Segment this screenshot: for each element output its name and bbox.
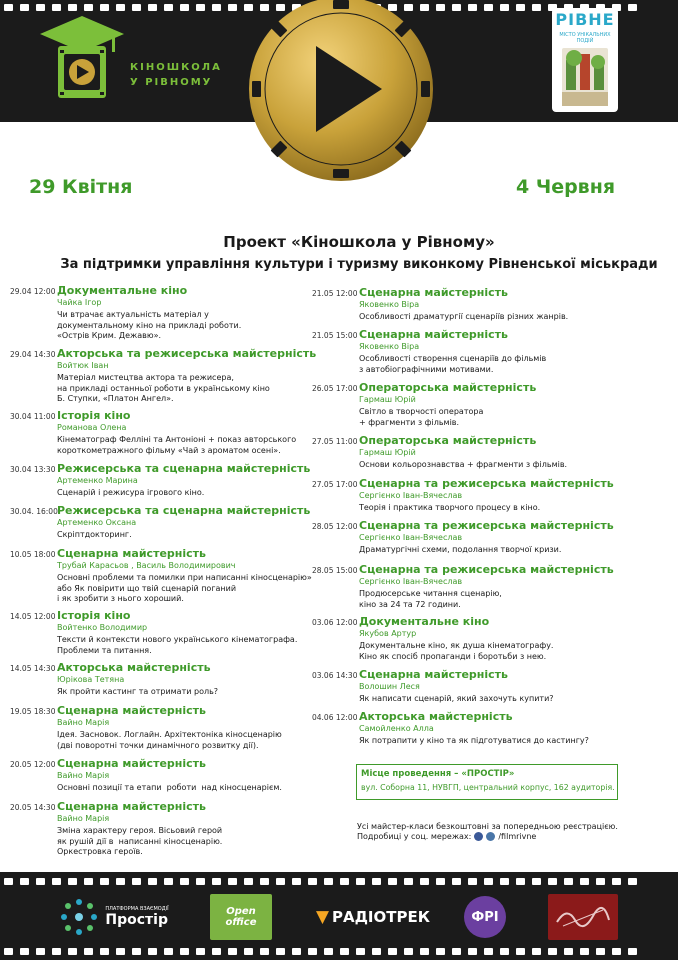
event-speaker: Артеменко Оксана (57, 518, 137, 527)
event-description: Чи втрачає актуальність матеріал у документальному кіно на прикладі роботи. «Острів Крим. Дежавю». (57, 310, 242, 340)
event-datetime: 14.05 12:00 (10, 612, 56, 621)
rivne-city-logo (552, 8, 618, 112)
city-emblem-icon (552, 8, 618, 112)
event-datetime: 29.04 14:30 (10, 350, 56, 359)
event-title: Акторська майстерність (359, 710, 513, 723)
event-description: Матеріал мистецтва актора та режисера, на прикладі останньої роботи в українському кіно Б. Ступки, «Платон Ангел». (57, 373, 270, 403)
event-speaker: Романова Олена (57, 423, 127, 432)
event-title: Історія кіно (57, 409, 131, 422)
fri-name: ФРІ (464, 896, 506, 938)
film-perforation-bottom-a (0, 878, 678, 888)
event-description: Основні проблеми та помилки при написанні кіносценарію» або Як повірити що твій сценарій поганий і як зробити з нього хороший. (57, 573, 312, 603)
event-datetime: 14.05 14:30 (10, 664, 56, 673)
partner-red-logo (548, 894, 618, 940)
social-prefix: Подробиці у соц. мережах: (357, 832, 472, 841)
event-description: Як написати сценарій, який захочуть купити? (359, 694, 554, 703)
event-datetime: 27.05 17:00 (312, 480, 358, 489)
event-speaker: Сергієнко Іван-Вячеслав (359, 491, 463, 500)
event-title: Акторська майстерність (57, 661, 211, 674)
event-datetime: 30.04 13:30 (10, 465, 56, 474)
event-title: Акторська та режисерська майстерність (57, 347, 317, 360)
event-description: Світло в творчості оператора + фрагменти з фільмів. (359, 407, 484, 427)
event-speaker: Вайно Марія (57, 771, 110, 780)
event-speaker: Чайка Ігор (57, 298, 102, 307)
event-description: Скріптдокторинг. (57, 530, 132, 539)
calligraphy-logo-icon (553, 902, 613, 932)
event-description: Тексти й контексти нового українського кінематографа. Проблеми та питання. (57, 635, 298, 655)
logo-line1: КІНОШКОЛА (130, 62, 222, 73)
event-description: Ідея. Засновок. Логлайн. Архітектоніка кіносценарію (дві поворотні точки динамічного розвитку дії). (57, 730, 282, 750)
venue-box (356, 764, 618, 800)
radiotrek-name: РАДІОТРЕК (331, 908, 430, 926)
event-speaker: Вайно Марія (57, 814, 110, 823)
start-date: 29 Квітня (29, 176, 133, 198)
event-speaker: Трубай Карасьов , Василь Володимирович (57, 561, 236, 570)
event-speaker: Самойленко Алла (359, 724, 434, 733)
event-datetime: 29.04 12:00 (10, 287, 56, 296)
venue-address: вул. Соборна 11, НУВГП, центральний корпус, 162 аудиторія. (361, 783, 615, 792)
event-speaker: Якубов Артур (359, 629, 417, 638)
event-speaker: Волошин Леся (359, 682, 420, 691)
event-description: Основні позиції та етапи роботи над кіносценарієм. (57, 783, 282, 792)
facebook-icon[interactable] (474, 832, 483, 841)
prostir-name: Простір (105, 912, 168, 928)
event-title: Документальне кіно (359, 615, 490, 628)
event-title: Сценарна майстерність (57, 800, 207, 813)
partner-radiotrek (316, 894, 430, 940)
play-reel-icon (248, 0, 434, 182)
event-datetime: 21.05 12:00 (312, 289, 358, 298)
event-datetime: 03.06 12:00 (312, 618, 358, 627)
event-speaker: Яковенко Віра (359, 342, 420, 351)
event-title: Сценарна майстерність (57, 704, 207, 717)
open-office-name: Open office (225, 906, 257, 928)
event-description: Продюсерське читання сценарію, кіно за 24 та 72 години. (359, 589, 502, 609)
event-description: Зміна характеру героя. Вісьовий герой як рушій дії в написанні кіносценарію. Оркестровка героїв. (57, 826, 223, 856)
event-description: Особливості створення сценаріїв до фільмів з автобіографічними мотивами. (359, 354, 547, 374)
event-speaker: Вайно Марія (57, 718, 110, 727)
event-description: Теорія і практика творчого процесу в кіно. (359, 503, 541, 512)
event-speaker: Войтюк Іван (57, 361, 109, 370)
partner-open-office (210, 894, 272, 940)
event-speaker: Сергієнко Іван-Вячеслав (359, 577, 463, 586)
event-datetime: 28.05 12:00 (312, 522, 358, 531)
event-speaker: Гармаш Юрій (359, 448, 416, 457)
event-title: Документальне кіно (57, 284, 188, 297)
event-speaker: Сергієнко Іван-Вячеслав (359, 533, 463, 542)
partner-fri (462, 894, 508, 940)
social-line (357, 832, 536, 841)
event-description: Кінематограф Фелліні та Антоніоні + показ авторського короткометражного фільму «Чай з ароматом осені». (57, 435, 297, 455)
event-title: Сценарна майстерність (359, 286, 509, 299)
project-title: Проект «Кіношкола у Рівному» (223, 233, 495, 251)
event-description: Як пройти кастинг та отримати роль? (57, 687, 219, 696)
partner-prostir (54, 894, 174, 940)
project-subtitle: За підтримки управління культури і туризму виконкому Рівненської міськради (60, 257, 658, 272)
event-title: Операторська майстерність (359, 434, 537, 447)
event-datetime: 30.04 11:00 (10, 412, 56, 421)
event-title: Режисерська та сценарна майстерність (57, 504, 311, 517)
event-datetime: 20.05 12:00 (10, 760, 56, 769)
city-title: РІВНЕ (555, 10, 615, 29)
event-title: Операторська майстерність (359, 381, 537, 394)
venue-label: Місце проведення – «ПРОСТІР» (361, 769, 515, 779)
footer-band (0, 872, 678, 960)
event-title: Сценарна майстерність (57, 547, 207, 560)
event-title: Сценарна та режисерська майстерність (359, 477, 614, 490)
event-datetime: 04.06 12:00 (312, 713, 358, 722)
event-datetime: 28.05 15:00 (312, 566, 358, 575)
radiotrek-icon (316, 906, 329, 928)
event-speaker: Артеменко Марина (57, 476, 138, 485)
event-title: Сценарна та режисерська майстерність (359, 519, 614, 532)
event-title: Сценарна майстерність (359, 668, 509, 681)
event-datetime: 20.05 14:30 (10, 803, 56, 812)
event-speaker: Юрікова Тетяна (57, 675, 125, 684)
event-title: Сценарна та режисерська майстерність (359, 563, 614, 576)
event-description: Особливості драматургії сценаріїв різних жанрів. (359, 312, 569, 321)
event-datetime: 26.05 17:00 (312, 384, 358, 393)
event-title: Режисерська та сценарна майстерність (57, 462, 311, 475)
event-description: Основи кольорознавства + фрагменти з фільмів. (359, 460, 568, 469)
event-title: Сценарна майстерність (359, 328, 509, 341)
event-datetime: 03.06 14:30 (312, 671, 358, 680)
event-description: Драматургічні схеми, подолання творчої кризи. (359, 545, 562, 554)
registration-note: Усі майстер-класи безкоштовні за попередньою реєстрацією. (357, 822, 618, 831)
event-speaker: Гармаш Юрій (359, 395, 416, 404)
event-description: Документальне кіно, як душа кінематографу. Кіно як спосіб пропаганди і боротьби з нею. (359, 641, 554, 661)
kinoshkola-logo (40, 12, 240, 102)
event-description: Сценарій і режисура ігрового кіно. (57, 488, 205, 497)
city-subtitle: МІСТО УНІКАЛЬНИХ ПОДІЙ (559, 32, 611, 44)
film-perforation-bottom-b (0, 948, 678, 958)
vk-icon[interactable] (486, 832, 495, 841)
end-date: 4 Червня (516, 176, 616, 198)
prostir-dots-icon (59, 897, 99, 937)
event-datetime: 19.05 18:30 (10, 707, 56, 716)
event-datetime: 30.04. 16:00 (10, 507, 58, 516)
logo-line2: У РІВНОМУ (130, 77, 213, 88)
event-datetime: 21.05 15:00 (312, 331, 358, 340)
event-datetime: 10.05 18:00 (10, 550, 56, 559)
social-handle[interactable]: /filmrivne (498, 832, 537, 841)
event-description: Як потрапити у кіно та як підготуватися до кастингу? (359, 736, 589, 745)
event-title: Сценарна майстерність (57, 757, 207, 770)
prostir-small-text: ПЛАТФОРМА ВЗАЄМОДІЇ (105, 906, 169, 912)
event-datetime: 27.05 11:00 (312, 437, 358, 446)
event-speaker: Яковенко Віра (359, 300, 420, 309)
event-speaker: Войтенко Володимир (57, 623, 148, 632)
event-title: Історія кіно (57, 609, 131, 622)
